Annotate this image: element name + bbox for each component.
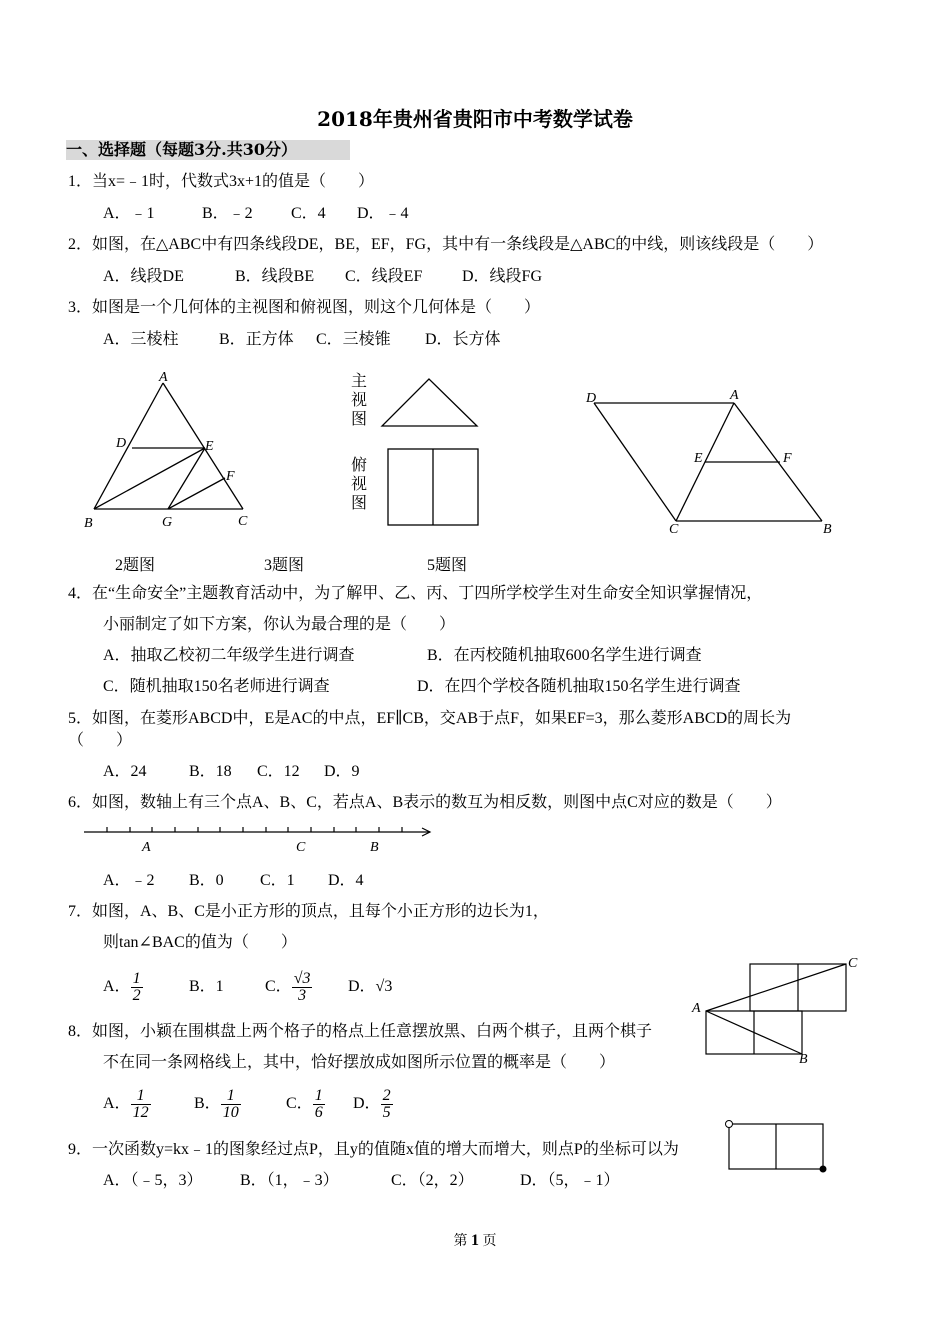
q9-option-c: C．（2，2） — [391, 1172, 474, 1189]
q5-option-b: B．18 — [189, 763, 232, 780]
q5-option-d: D．9 — [324, 763, 360, 780]
question-1-stem: 1．当x=﹣1时，代数式3x+1的值是（ ） — [68, 173, 375, 190]
q6-option-b: B．0 — [189, 872, 224, 889]
q2-option-d: D．线段FG — [462, 268, 543, 285]
q3-option-a: A．三棱柱 — [103, 331, 179, 348]
three-view-figure — [378, 372, 488, 532]
label-g: G — [162, 515, 173, 530]
question-6-stem: 6．如图，数轴上有三个点A、B、C，若点A、B表示的数互为相反数，则图中点C对应的数是（ ） — [68, 794, 782, 811]
q7-option-c-fraction: $\frac{√3}{3}$ — [293, 969, 311, 1004]
label-a: A — [159, 370, 168, 385]
caption-q5-figure: 5题图 — [427, 557, 468, 574]
question-7-stem-line1: 7．如图，A、B、C是小正方形的顶点，且每个小正方形的边长为1， — [68, 903, 549, 920]
label-d: D — [116, 436, 127, 451]
page-number: 第 1 页 — [453, 1232, 497, 1249]
label-d: D — [586, 391, 597, 406]
grid-label-c: C — [848, 956, 858, 971]
q6-option-d: D．4 — [328, 872, 364, 889]
question-9-stem: 9．一次函数y=kx﹣1的图象经过点P，且y的值随x值的增大而增大，则点P的坐标可以为 — [68, 1141, 679, 1158]
grid-figure — [688, 950, 868, 1070]
segment-ac — [706, 964, 846, 1011]
black-stone — [820, 1166, 827, 1173]
question-3-stem: 3．如图是一个几何体的主视图和俯视图，则这个几何体是（ ） — [68, 299, 541, 316]
q8-option-b: B． $\frac{1}{10}$ — [194, 1086, 239, 1121]
q5-option-c: C．12 — [257, 763, 300, 780]
number-line-figure — [80, 820, 440, 860]
front-view-label: 主 视 图 — [351, 373, 368, 428]
label-b: B — [823, 522, 832, 537]
q4-option-d: D．在四个学校各随机抽取150名学生进行调查 — [417, 678, 741, 695]
caption-q2-figure: 2题图 — [115, 557, 156, 574]
q1-option-d: D．﹣4 — [357, 205, 409, 222]
page-title: 2018年贵州省贵阳市中考数学试卷 — [317, 107, 633, 131]
q2-option-a: A．线段DE — [103, 268, 184, 285]
segment-eg — [168, 448, 205, 509]
q6-option-a: A．﹣2 — [103, 872, 155, 889]
question-7-stem-line2: 则tan∠BAC的值为（ ） — [103, 934, 297, 951]
q8-option-c: C． $\frac{1}{6}$ — [286, 1086, 323, 1121]
label-c: C — [238, 514, 248, 529]
triangle-figure — [80, 368, 260, 538]
q4-option-a: A．抽取乙校初二年级学生进行调查 — [103, 647, 355, 664]
label-f: F — [226, 469, 235, 484]
label-f: F — [783, 451, 792, 466]
q8-option-b-fraction: $\frac{1}{10}$ — [222, 1086, 239, 1121]
q1-option-c: C．4 — [291, 205, 326, 222]
q2-option-c: C．线段EF — [345, 268, 423, 285]
side-dc — [594, 403, 676, 521]
label-b: B — [84, 516, 93, 531]
q8-option-d-fraction: $\frac{2}{5}$ — [382, 1086, 391, 1121]
question-4-stem-line1: 4．在“生命安全”主题教育活动中，为了解甲、乙、丙、丁四所学校学生对生命安全知识掌握情况， — [68, 585, 763, 602]
q4-option-b: B．在丙校随机抽取600名学生进行调查 — [427, 647, 702, 664]
question-4-stem-line2: 小丽制定了如下方案，你认为最合理的是（ ） — [103, 616, 456, 633]
question-5-stem-line1: 5．如图，在菱形ABCD中，E是AC的中点，EF∥CB，交AB于点F，如果EF=3，那么菱形ABCD的周长为 — [68, 710, 792, 727]
q1-option-a: A．﹣1 — [103, 205, 155, 222]
q9-option-b: B．（1，﹣3） — [240, 1172, 339, 1189]
front-view-triangle — [382, 379, 477, 426]
rhombus-figure — [580, 382, 840, 542]
q7-option-a: A． $\frac{1}{2}$ — [103, 969, 141, 1004]
q7-option-b: B．1 — [189, 978, 224, 995]
q7-option-a-fraction: $\frac{1}{2}$ — [132, 969, 141, 1004]
q5-option-a: A．24 — [103, 763, 147, 780]
grid-label-b: B — [799, 1052, 808, 1067]
q3-option-d: D．长方体 — [425, 331, 501, 348]
q3-option-b: B．正方体 — [219, 331, 294, 348]
label-a: A — [730, 388, 739, 403]
label-e: E — [205, 439, 214, 454]
question-2-stem: 2．如图，在△ABC中有四条线段DE，BE，EF，FG，其中有一条线段是△ABC的中线，则该线段是（ ） — [68, 236, 824, 253]
caption-q3-figure: 3题图 — [264, 557, 305, 574]
question-5-stem-line2: （ ） — [68, 732, 133, 749]
label-c: C — [669, 522, 679, 537]
q6-option-c: C．1 — [260, 872, 295, 889]
axis-label-b: B — [370, 840, 379, 855]
q2-option-b: B．线段BE — [235, 268, 315, 285]
q4-option-c: C．随机抽取150名老师进行调查 — [103, 678, 330, 695]
grid-label-a: A — [692, 1001, 701, 1016]
question-8-stem-line2: 不在同一条网格线上，其中，恰好摆放成如图所示位置的概率是（ ） — [103, 1054, 616, 1071]
q1-option-b: B．﹣2 — [202, 205, 253, 222]
axis-label-a: A — [142, 840, 151, 855]
segment-fg — [168, 478, 225, 509]
q9-option-d: D．（5，﹣1） — [520, 1172, 620, 1189]
section-heading: 一、选择题（每题3分.共30分） — [66, 140, 350, 160]
top-view-label: 俯 视 图 — [351, 457, 368, 512]
q8-option-c-fraction: $\frac{1}{6}$ — [314, 1086, 323, 1121]
q3-option-c: C．三棱锥 — [316, 331, 391, 348]
q7-option-c: C． $\frac{√3}{3}$ — [265, 969, 311, 1004]
q9-option-a: A．（﹣5，3） — [103, 1172, 203, 1189]
label-e: E — [694, 451, 703, 466]
white-stone — [726, 1121, 733, 1128]
go-board-figure — [722, 1118, 832, 1176]
q8-option-a: A． $\frac{1}{12}$ — [103, 1086, 149, 1121]
q8-option-a-fraction: $\frac{1}{12}$ — [132, 1086, 149, 1121]
q7-option-d: D．√3 — [348, 978, 393, 995]
q8-option-d: D． $\frac{2}{5}$ — [353, 1086, 391, 1121]
question-8-stem-line1: 8．如图，小颖在围棋盘上两个格子的格点上任意摆放黑、白两个棋子，且两个棋子 — [68, 1023, 653, 1040]
axis-label-c: C — [296, 840, 306, 855]
